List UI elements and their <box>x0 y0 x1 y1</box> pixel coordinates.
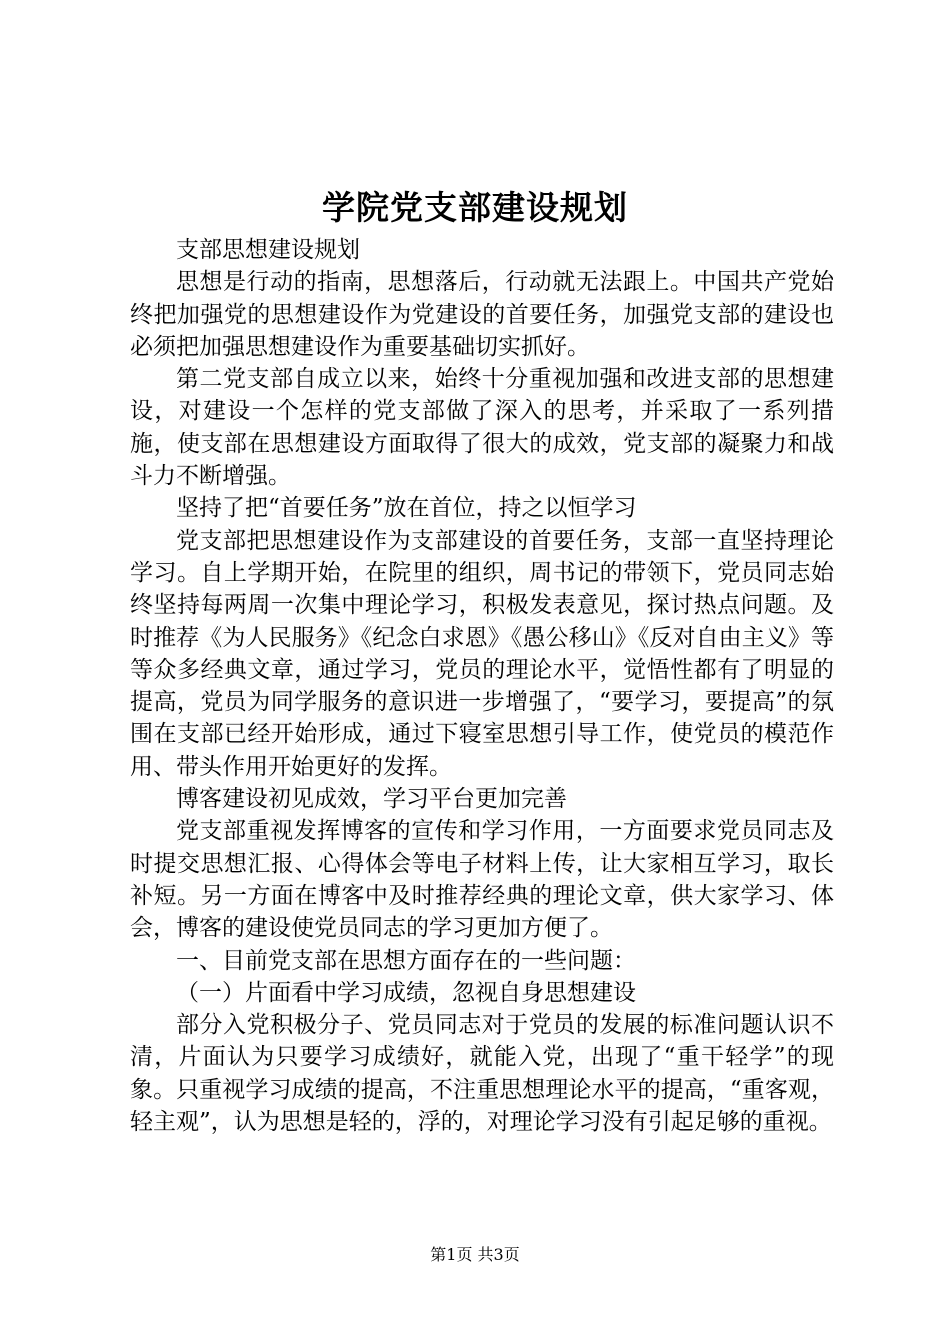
section-heading: 一、目前党支部在思想方面存在的一些问题： <box>176 947 636 974</box>
section-heading: 博客建设初见成效，学习平台更加完善 <box>176 786 567 813</box>
section-heading: 支部思想建设规划 <box>176 237 360 263</box>
section-heading: 坚持了把“首要任务”放在首位，持之以恒学习 <box>176 495 637 522</box>
body-paragraph: 党支部把思想建设作为支部建设的首要任务，支部一直坚持理论学习。自上学期开始，在院里的组织，周书记的带领下，党员同志始终坚持每两周一次集中理论学习，积极发表意见，探讨热点问题。及时推荐《为人民服务》《纪念白求恩》《愚公移山》《反对自由主义》等等众多经典文章，通过学习，党员的理论水平，觉悟性都有了明显的提高，党员为同学服务的意识进一步增强了，“要学习，要提高”的氛围在支部已经开始形成，通过下寝室思想引导工作，使党员的模范作用、带头作用开始更好的发挥。 <box>130 527 834 780</box>
page-indicator: 第1页 共3页 <box>430 1245 520 1264</box>
body-paragraph: 第二党支部自成立以来，始终十分重视加强和改进支部的思想建设，对建设一个怎样的党支部做了深入的思考，并采取了一系列措施，使支部在思想建设方面取得了很大的成效，党支部的凝聚力和战斗力不断增强。 <box>130 366 834 490</box>
body-paragraph: 思想是行动的指南，思想落后，行动就无法跟上。中国共产党始终把加强党的思想建设作为党建设的首要任务，加强党支部的建设也必须把加强思想建设作为重要基础切实抓好。 <box>130 269 834 360</box>
section-heading: （一）片面看中学习成绩，忽视自身思想建设 <box>176 979 636 1006</box>
document-title: 学院党支部建设规划 <box>322 188 628 227</box>
body-paragraph: 党支部重视发挥博客的宣传和学习作用，一方面要求党员同志及时提交思想汇报、心得体会等电子材料上传，让大家相互学习，取长补短。另一方面在博客中及时推荐经典的理论文章，供大家学习、体会，博客的建设使党员同志的学习更加方便了。 <box>130 818 834 942</box>
body-paragraph: 部分入党积极分子、党员同志对于党员的发展的标准问题认识不清，片面认为只要学习成绩好，就能入党，出现了“重干轻学”的现象。只重视学习成绩的提高，不注重思想理论水平的提高，“重客观，轻主观”，认为思想是轻的，浮的，对理论学习没有引起足够的重视。 <box>130 1012 834 1136</box>
document-body <box>130 234 834 1138</box>
